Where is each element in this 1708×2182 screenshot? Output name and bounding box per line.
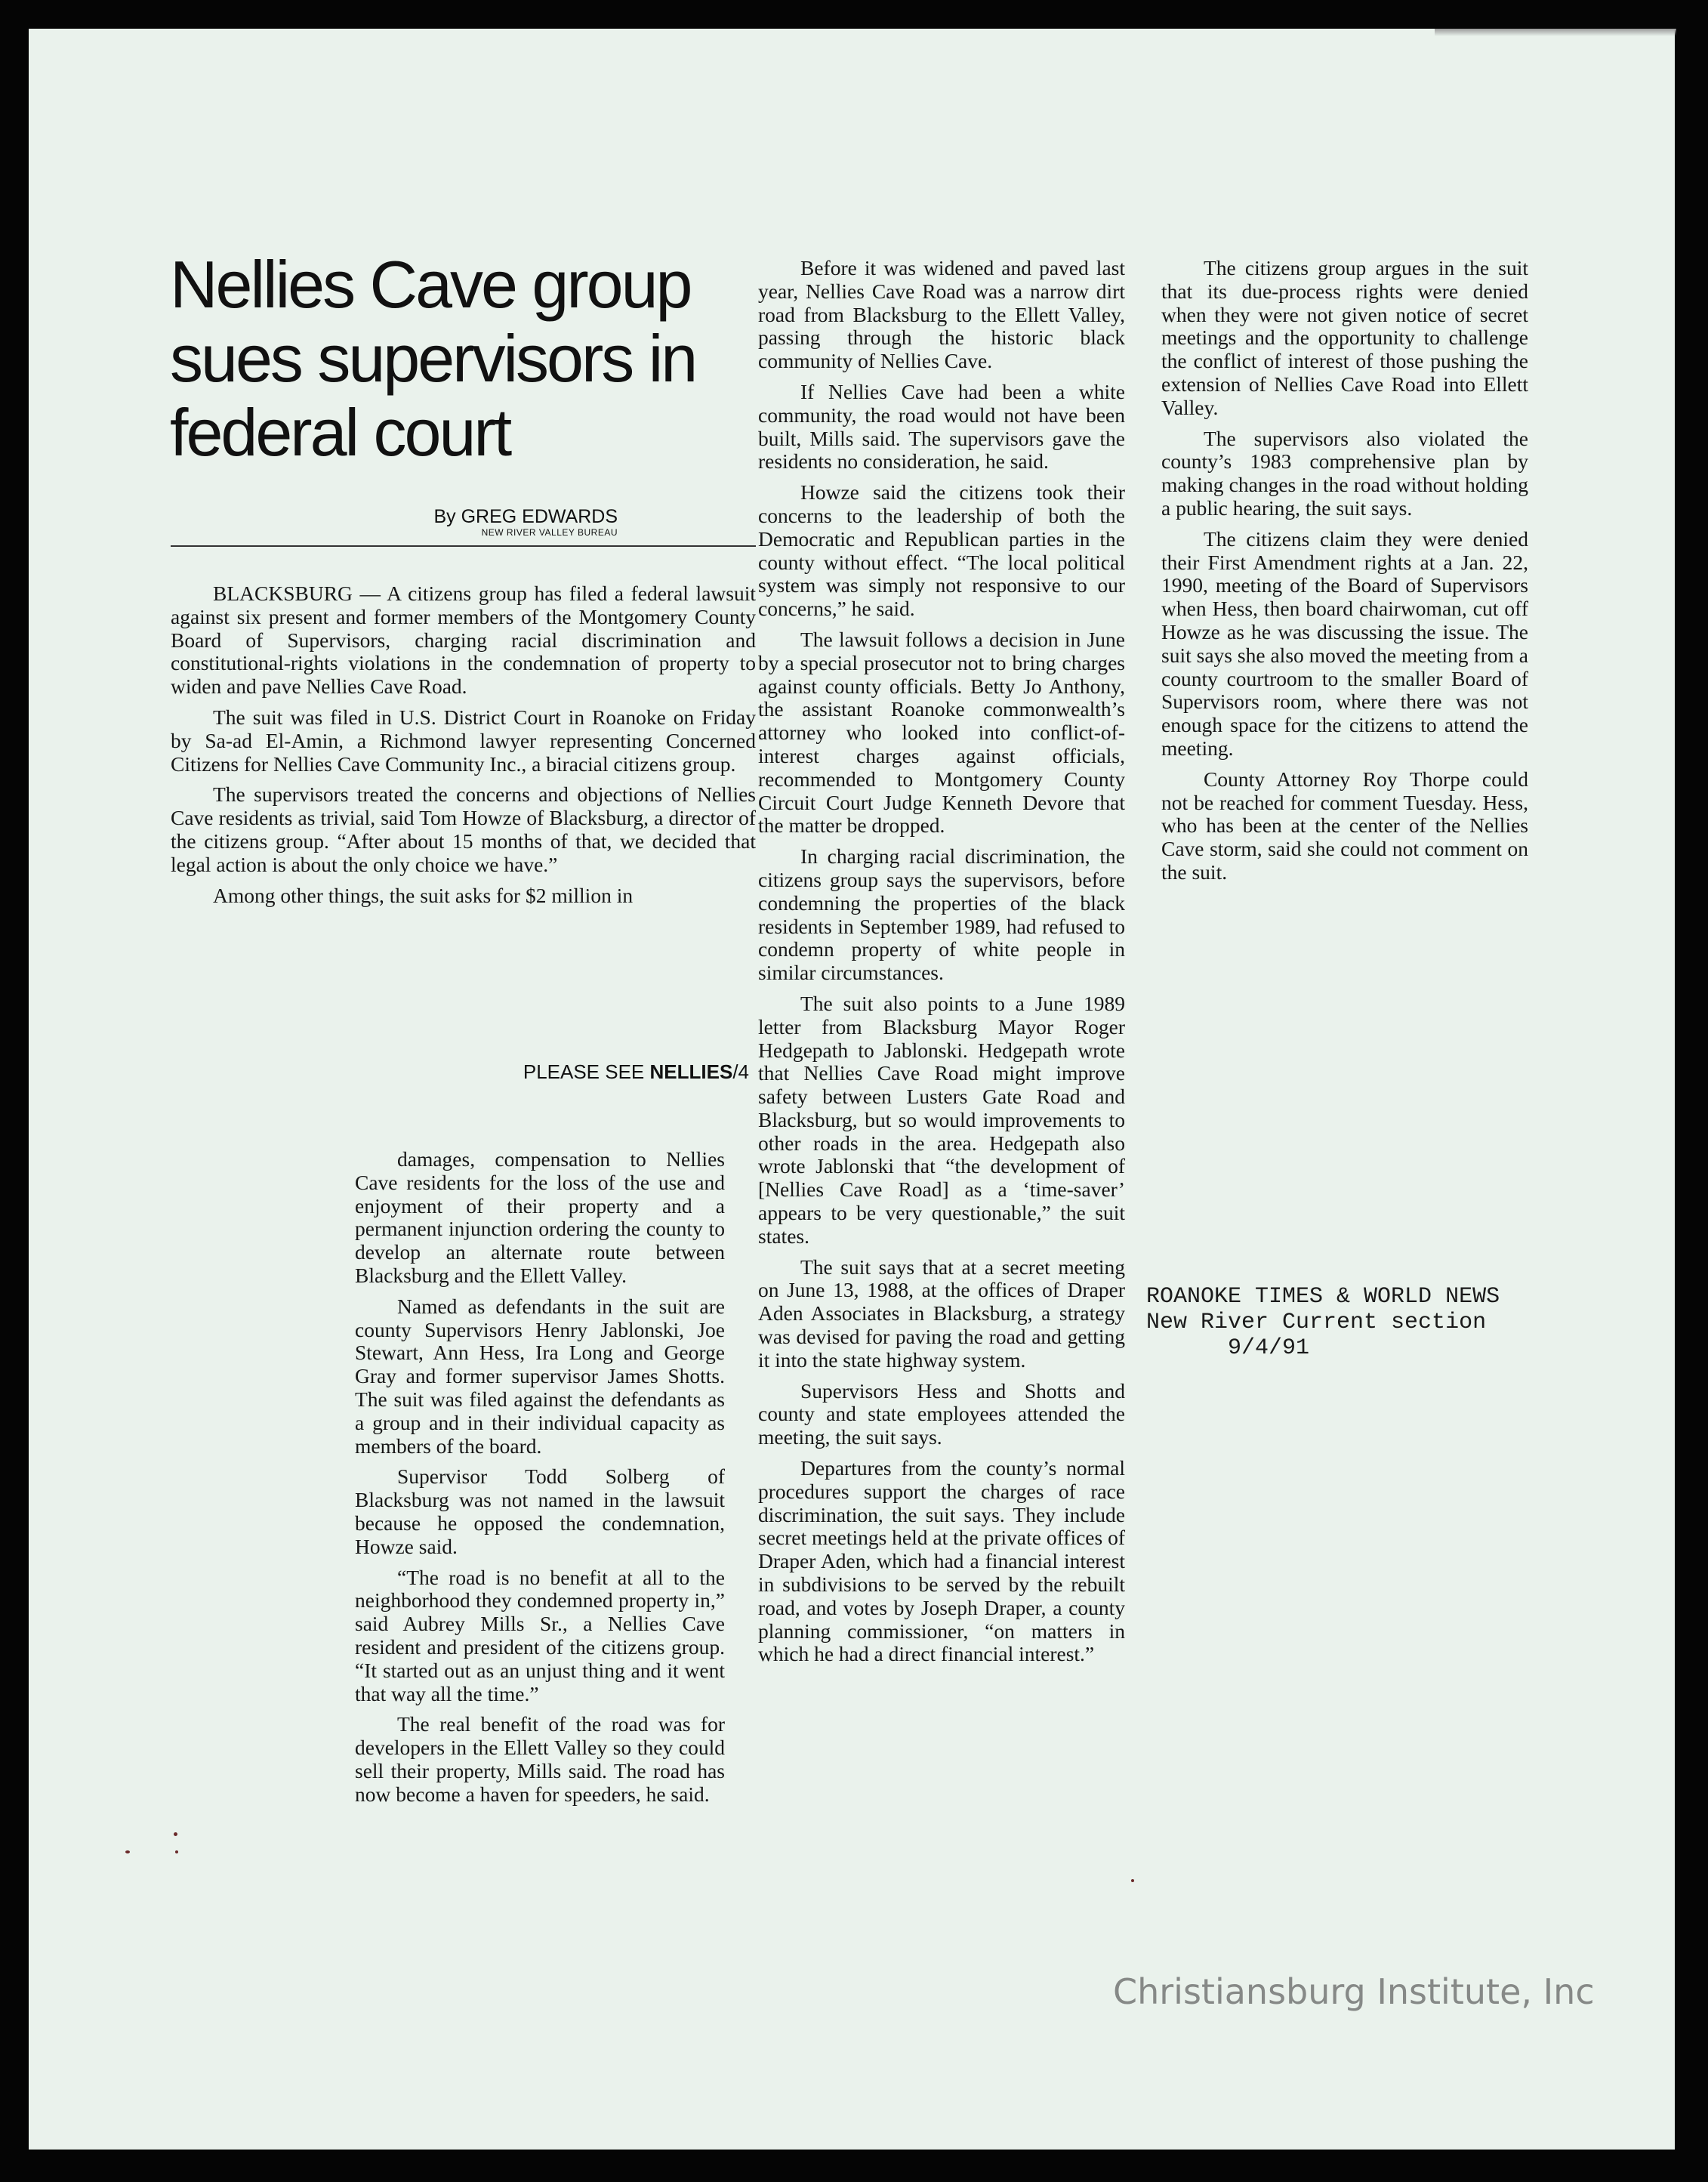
right-column [1161, 257, 1528, 892]
paper-edge-shadow [1435, 29, 1676, 36]
byline-rule [171, 545, 756, 547]
byline [346, 506, 618, 538]
article-paragraph: The citizens group argues in the suit that its due-process rights were denied when they were not given notice of secret meetings and the opportunity to challenge the conflict of interest of those pushing the extension of Nellies Cave Road into Ellett Valley. [1161, 256, 1528, 419]
article-paragraph: Supervisors Hess and Shotts and county and state employees attended the meeting, the suit says. [758, 1378, 1125, 1449]
ink-speck [175, 1850, 178, 1853]
article-paragraph: Howze said the citizens took their concerns to the leadership of both the Democratic and Republican parties in the county without effect. “The local political system was simply not responsive to our concerns,” he said. [758, 480, 1125, 621]
article-paragraph: Departures from the county’s normal procedures support the charges of race discrimination, the suit says. They include secret meetings held at the private offices of Draper Aden, which had a financial interest in subdivisions to be served by the rebuilt road, and votes by Joseph Draper, a county planning commissioner, “on matters in which he had a direct financial interest.” [758, 1456, 1125, 1666]
article-paragraph: The suit also points to a June 1989 letter from Blacksburg Mayor Roger Hedgepath to Jablonski. Hedgepath wrote that Nellies Cave Road might improve safety between Lusters Gate Road and Blacksburg, but so would improvements to other roads in the area. Hedgepath also wrote Jablonski that “the development of [Nellies Cave Road] as a ‘time-saver’ appears to be very questionable,” the suit states. [758, 991, 1125, 1248]
byline-author: By GREG EDWARDS [433, 506, 618, 527]
article-paragraph: The citizens claim they were denied their First Amendment rights at a Jan. 22, 1990, meeting of the Board of Supervisors when Hess, then board chairwoman, cut off Howze as he was discussing the issue. The suit says she also moved the meeting from a county courtroom to the smaller Board of Supervisors room, where there was not enough space for the citizens to attend the meeting. [1161, 526, 1528, 760]
article-paragraph: Among other things, the suit asks for $2 million in [213, 883, 634, 907]
article-paragraph: Named as defendants in the suit are county Supervisors Henry Jablonski, Joe Stewart, Ann Hess, Ira Long and George Gray and former supervisor James Shotts. The suit was filed against the defendants as a group and in their individual capacity as members of the board. [355, 1294, 725, 1458]
article-paragraph: Before it was widened and paved last year, Nellies Cave Road was a narrow dirt road from Blacksburg to the Ellett Valley, passing through the historic black community of Nellies Cave. [758, 256, 1125, 373]
article-paragraph: “The road is no benefit at all to the neighborhood they condemned property in,” said Aubrey Mills Sr., a Nellies Cave resident and president of the citizens group. “It started out as an unjust thing and it went that way all the time.” [355, 1565, 725, 1705]
article-paragraph: damages, compensation to Nellies Cave residents for the loss of the use and enjoyment of their property and a permanent injunction ordering the county to develop an alternate route between Blacksburg and the Ellett Valley. [355, 1147, 725, 1287]
lead-column [171, 582, 756, 915]
article-paragraph: The real benefit of the road was for developers in the Ellett Valley so they could sell their property, Mills said. The road has now become a haven for speeders, he said. [355, 1712, 725, 1806]
source-publication: ROANOKE TIMES & WORLD NEWS [1146, 1284, 1500, 1310]
byline-bureau: NEW RIVER VALLEY BUREAU [481, 527, 618, 538]
source-date: 9/4/91 [1146, 1335, 1310, 1361]
article-paragraph: County Attorney Roy Thorpe could not be reached for comment Tuesday. Hess, who has been at the center of the Nellies Cave storm, said she could not comment on the suit. [1161, 767, 1528, 884]
jump-slug: NELLIES [649, 1060, 733, 1083]
continued-column [355, 1148, 725, 1814]
article-paragraph: BLACKSBURG — A citizens group has filed a federal lawsuit against six present and former members of the Montgomery County Board of Supervisors, charging racial discrimination and constitutional-rights violations in the condemnation of property to widen and pave Nellies Cave Road. [171, 582, 756, 699]
source-note [1146, 1284, 1614, 1361]
watermark: Christiansburg Institute, Inc [1113, 1971, 1595, 2012]
article-paragraph: The suit says that at a secret meeting on June 13, 1988, at the offices of Draper Aden Associates in Blacksburg, a strategy was devised for paving the road and getting it into the state highway system. [758, 1255, 1125, 1372]
article-paragraph: Supervisor Todd Solberg of Blacksburg was not named in the lawsuit because he opposed the condemnation, Howze said. [355, 1464, 725, 1558]
source-section: New River Current section [1146, 1310, 1487, 1335]
article-paragraph: The lawsuit follows a decision in June by a special prosecutor not to bring charges against county officials. Betty Jo Anthony, the assistant Roanoke commonwealth’s attorney who looked into conflict-of-interest charges against officials, recommended to Montgomery County Circuit Court Judge Kenneth Devore that the matter be dropped. [758, 627, 1125, 838]
middle-column [758, 257, 1125, 1674]
article-paragraph: The supervisors also violated the county’s 1983 comprehensive plan by making changes in the road without holding a public hearing, the suit says. [1161, 426, 1528, 520]
newspaper-clipping [29, 29, 1675, 2150]
article-paragraph: The suit was filed in U.S. District Court in Roanoke on Friday by Sa-ad El-Amin, a Richmond lawyer representing Concerned Citizens for Nellies Cave Community Inc., a biracial citizens group. [171, 705, 756, 776]
headline: Nellies Cave group sues supervisors in federal court [170, 247, 696, 470]
ink-speck [125, 1850, 130, 1853]
article-paragraph: In charging racial discrimination, the citizens group says the supervisors, before condemning the properties of the black residents in September 1989, had refused to condemn property of white people in similar circumstances. [758, 844, 1125, 985]
jump-prefix: PLEASE SEE [523, 1060, 650, 1083]
jump-page: /4 [732, 1060, 749, 1083]
ink-speck [174, 1832, 177, 1836]
article-paragraph: The supervisors treated the concerns and objections of Nellies Cave residents as trivial, said Tom Howze of Blacksburg, a director of the citizens group. “After about 15 months of that, we decided that legal action is about the only choice we have.” [171, 782, 756, 876]
ink-speck [1131, 1879, 1134, 1882]
jump-line [452, 1060, 749, 1084]
article-paragraph: If Nellies Cave had been a white community, the road would not have been built, Mills said. The supervisors gave the residents no consideration, he said. [758, 379, 1125, 474]
